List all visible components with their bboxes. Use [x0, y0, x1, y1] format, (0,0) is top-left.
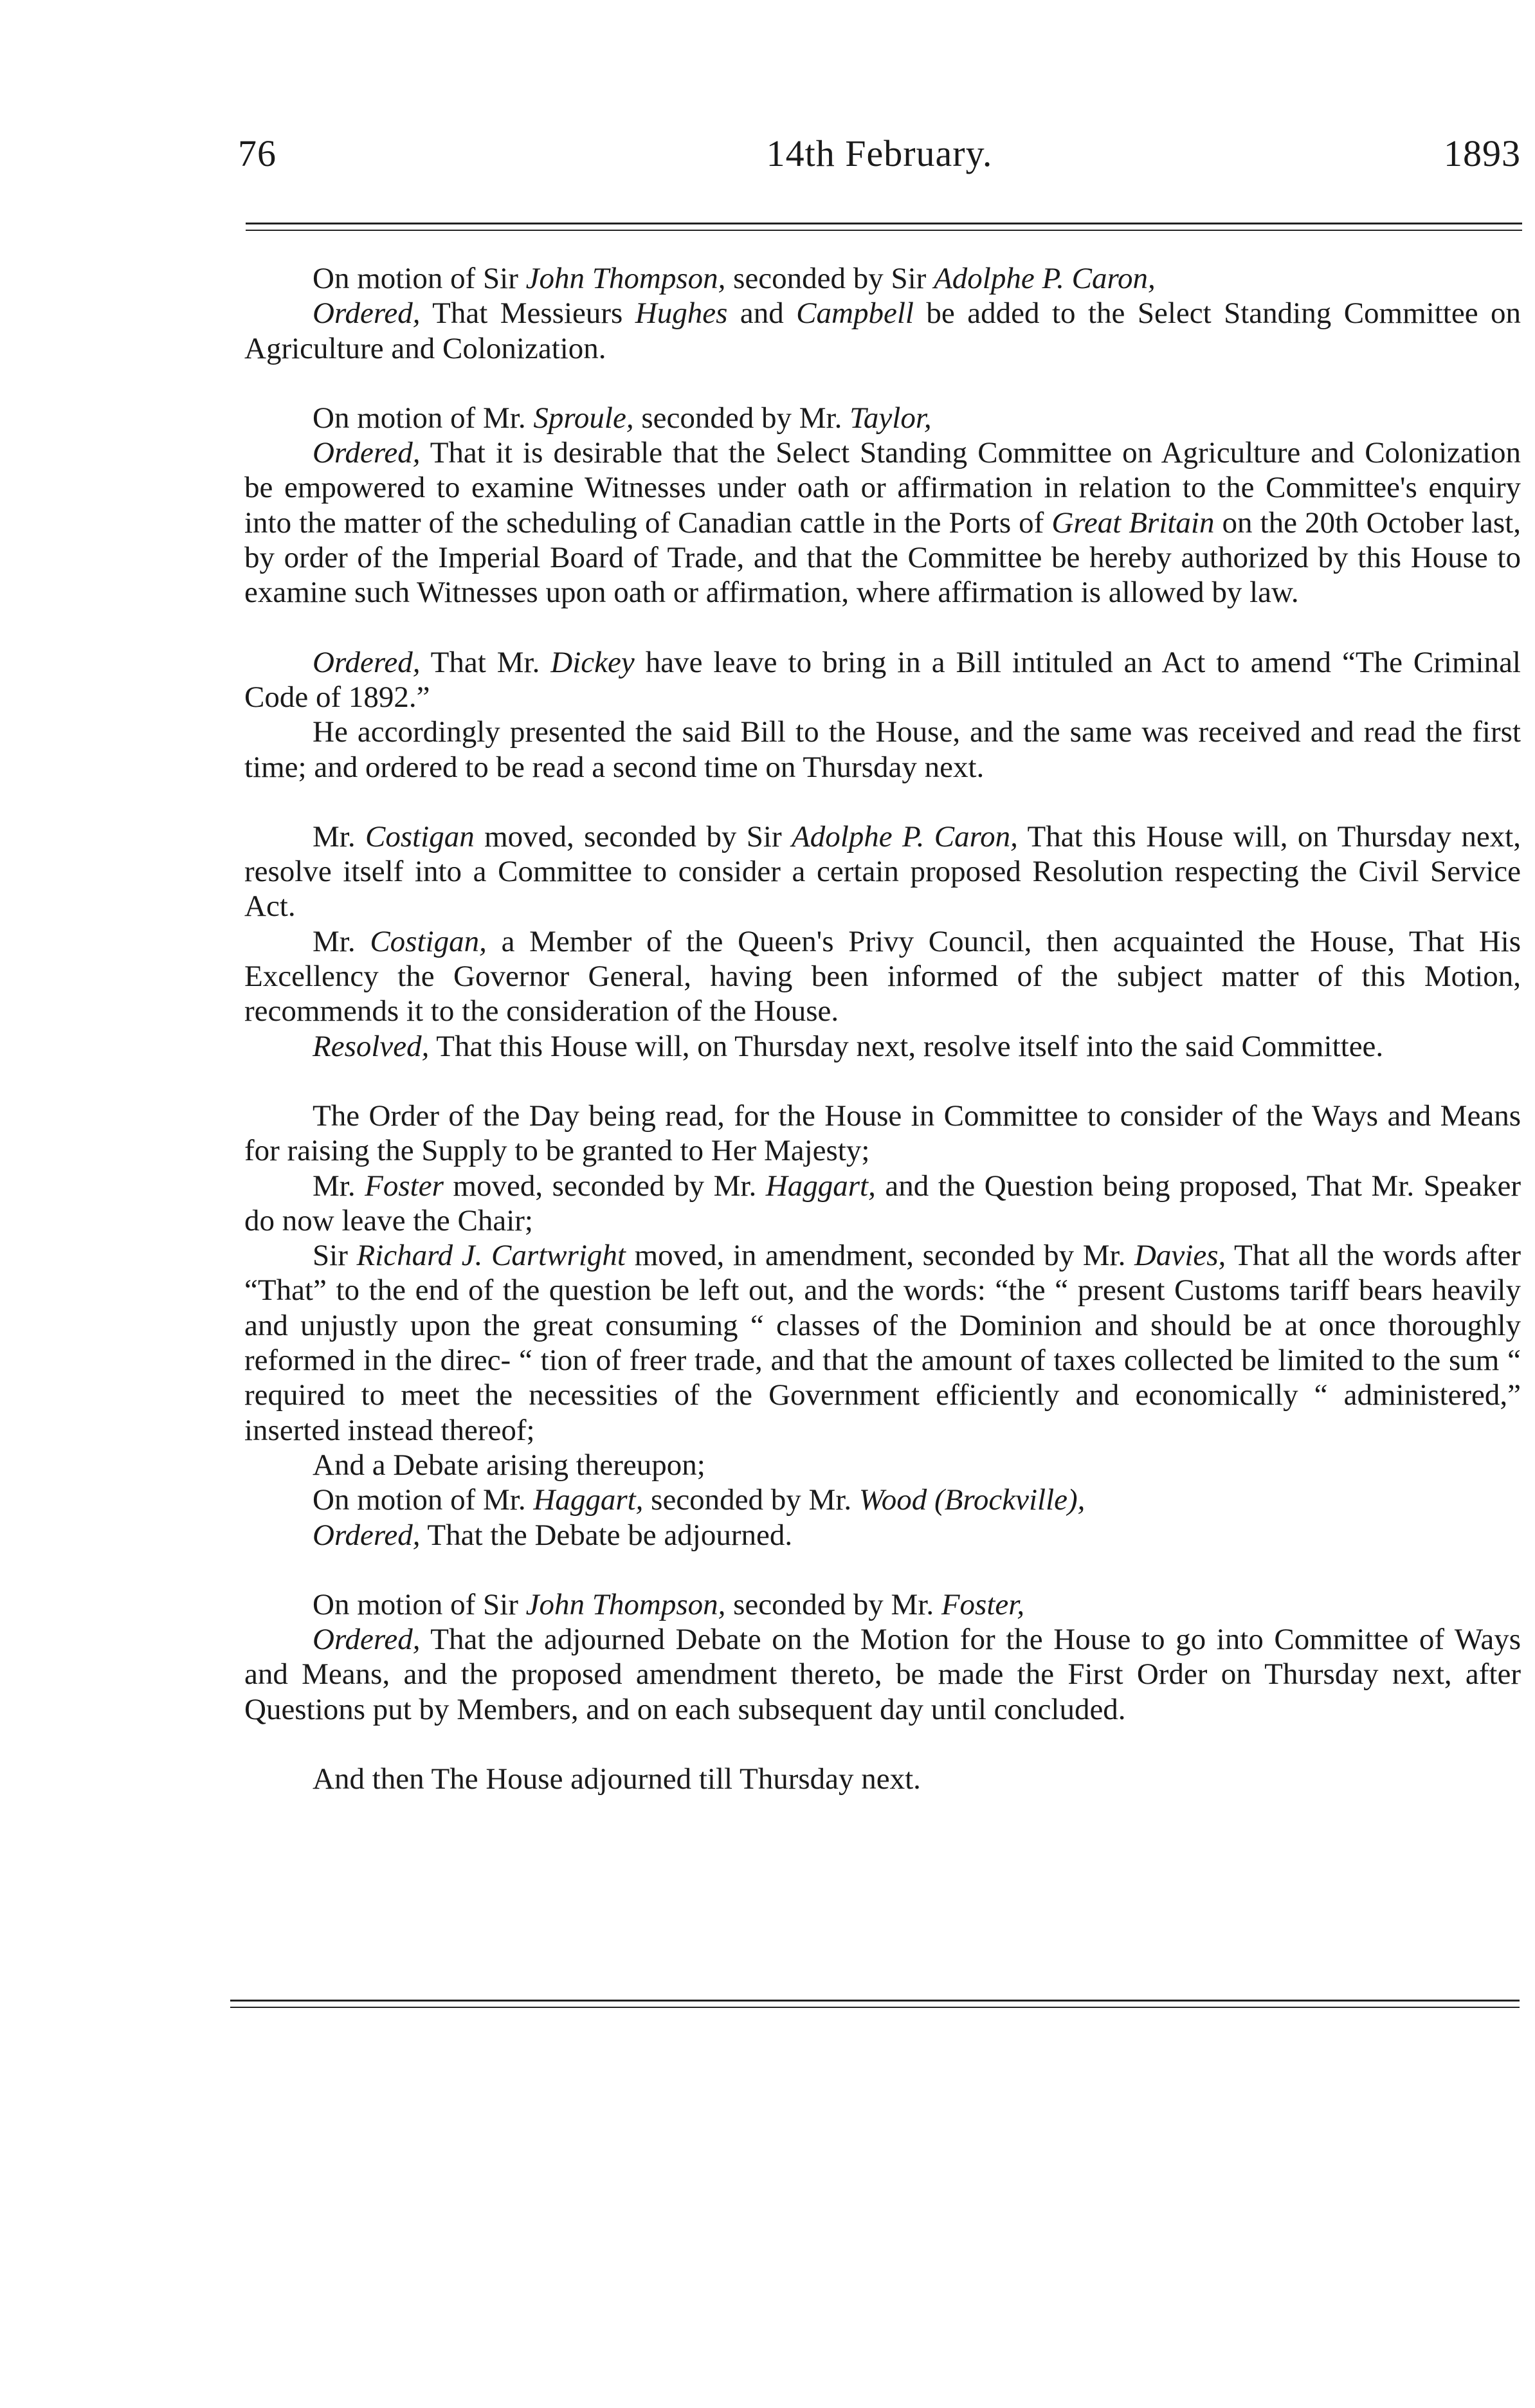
- text-run: That all the words after “That” to the end of the question be left out, and the words: “the “ present Customs tariff bears heavily and unjustly upon the great consuming “ classes of the Dominion and should be at once thoroughly reformed in the direc- “ tion of freer trade, and that the amount of taxes collected be limited to the sum “ required to meet the necessities of the Government efficiently and economically “ administered,” inserted instead thereof;: [244, 1239, 1521, 1447]
- footer-rule-top: [230, 2000, 1520, 2002]
- entry-paragraph: [244, 401, 1521, 435]
- entry-paragraph: [244, 1518, 1521, 1553]
- italic-run: Wood (Brockville),: [858, 1483, 1085, 1517]
- italic-run: Ordered,: [313, 1623, 421, 1657]
- entry-paragraph: [244, 296, 1521, 366]
- text-run: moved, seconded by Sir: [474, 819, 792, 853]
- entry-paragraph: [244, 1099, 1521, 1169]
- entry-paragraph: [244, 1762, 1521, 1796]
- text-run: seconded by Mr.: [643, 1483, 859, 1517]
- text-run: And a Debate arising thereupon;: [313, 1448, 705, 1482]
- text-run: That this House will, on Thursday next, resolve itself into the said Committee.: [429, 1029, 1384, 1063]
- text-run: On motion of Sir: [313, 262, 526, 295]
- page-date: 14th February.: [766, 132, 993, 174]
- entry-section: [244, 645, 1521, 785]
- italic-run: Haggart,: [765, 1169, 876, 1203]
- entry-paragraph: [244, 715, 1521, 785]
- journal-body: [244, 261, 1521, 1796]
- entry-paragraph: [244, 819, 1521, 924]
- italic-run: John Thompson,: [525, 262, 726, 295]
- text-run: That Messieurs: [420, 296, 635, 331]
- text-run: Mr.: [313, 924, 370, 958]
- italic-run: Sproule,: [533, 401, 634, 435]
- text-run: and the Question being proposed, That Mr. Speaker do now leave the Chair;: [244, 1169, 1521, 1237]
- entry-paragraph: [244, 261, 1521, 296]
- header-rule-top: [246, 223, 1522, 224]
- italic-run: Taylor,: [849, 401, 932, 435]
- text-run: and: [727, 296, 797, 331]
- text-run: The Order of the Day being read, for the House in Committee to consider of the Ways and Means for raising the Supply to be granted to Her Majesty;: [244, 1099, 1521, 1168]
- italic-run: Foster: [365, 1169, 444, 1203]
- text-run: be added to the Select Standing Committee on Agriculture and Colonization.: [244, 296, 1521, 365]
- text-run: On motion of Mr.: [313, 401, 534, 435]
- entry-paragraph: [244, 1448, 1521, 1482]
- italic-run: Ordered,: [313, 296, 421, 331]
- italic-run: Haggart,: [533, 1483, 644, 1517]
- footer-rule-bottom: [230, 2007, 1520, 2008]
- entry-paragraph: [244, 1587, 1521, 1622]
- italic-run: Ordered,: [313, 436, 421, 470]
- page-year: 1893: [1444, 132, 1521, 174]
- italic-run: Adolphe P. Caron,: [792, 819, 1018, 853]
- entry-section: [244, 1587, 1521, 1727]
- entry-paragraph: [244, 435, 1521, 610]
- entry-paragraph: [244, 1482, 1521, 1517]
- text-run: That the Debate be adjourned.: [420, 1518, 793, 1552]
- text-run: Mr.: [313, 1169, 365, 1203]
- text-run: have leave to bring in a Bill intituled an Act to amend “The Criminal Code of 1892.”: [244, 645, 1521, 714]
- text-run: on the 20th October last, by order of the Imperial Board of Trade, and that the Committee be hereby authorized by this House to examine such Witnesses upon oath or affirmation, where affirmation is allowed by law.: [244, 506, 1521, 610]
- text-run: He accordingly presented the said Bill to the House, and the same was received and read the first time; and ordered to be read a second time on Thursday next.: [244, 715, 1521, 784]
- entry-section: [244, 401, 1521, 610]
- text-run: seconded by Mr.: [633, 401, 850, 435]
- text-run: seconded by Sir: [725, 262, 934, 295]
- italic-run: Dickey: [550, 645, 635, 679]
- entry-paragraph: [244, 1029, 1521, 1064]
- page-header: [238, 132, 1521, 183]
- italic-run: Foster,: [941, 1587, 1025, 1621]
- text-run: That it is desirable that the Select Standing Committee on Agriculture and Colonization be empowered to examine Witnesses under oath or affirmation in relation to the Committee's enquiry into the matter of the scheduling of Canadian cattle in the Ports of: [244, 436, 1521, 540]
- text-run: That the adjourned Debate on the Motion for the House to go into Committee of Ways and Means, and the proposed amendment thereto, be made the First Order on Thursday next, after Questions put by Members, and on each subsequent day until concluded.: [244, 1623, 1521, 1726]
- page-number: 76: [238, 132, 277, 174]
- italic-run: Campbell: [796, 296, 914, 331]
- text-run: On motion of Mr.: [313, 1483, 534, 1517]
- italic-run: Great Britain: [1051, 506, 1215, 540]
- entry-section: [244, 261, 1521, 366]
- entry-paragraph: [244, 645, 1521, 715]
- italic-run: Ordered,: [313, 1518, 421, 1552]
- text-run: On motion of Sir: [313, 1587, 526, 1621]
- italic-run: Ordered,: [313, 645, 421, 679]
- text-run: And then The House adjourned till Thursday next.: [313, 1762, 921, 1796]
- header-rule-bottom: [246, 230, 1522, 231]
- text-run: a Member of the Queen's Privy Council, then acquainted the House, That His Excellency the Governor General, having been informed of the subject matter of this Motion, recommends it to the consideration of the House.: [244, 924, 1521, 1028]
- italic-run: Costigan: [365, 819, 475, 853]
- italic-run: John Thompson,: [525, 1587, 726, 1621]
- text-run: That Mr.: [420, 645, 551, 679]
- italic-run: Richard J. Cartwright: [356, 1239, 626, 1273]
- entry-section: [244, 1762, 1521, 1796]
- entry-paragraph: [244, 1169, 1521, 1239]
- entry-section: [244, 1099, 1521, 1553]
- italic-run: Davies,: [1134, 1239, 1226, 1273]
- italic-run: Hughes: [635, 296, 728, 331]
- text-run: moved, seconded by Mr.: [443, 1169, 766, 1203]
- entry-section: [244, 819, 1521, 1064]
- entry-paragraph: [244, 924, 1521, 1029]
- text-run: Sir: [313, 1239, 357, 1273]
- italic-run: Resolved,: [313, 1029, 430, 1063]
- entry-paragraph: [244, 1238, 1521, 1448]
- text-run: That this House will, on Thursday next, resolve itself into a Committee to consider a certain proposed Resolution respecting the Civil Service Act.: [244, 819, 1521, 924]
- text-run: seconded by Mr.: [725, 1587, 941, 1621]
- entry-paragraph: [244, 1622, 1521, 1727]
- italic-run: Adolphe P. Caron,: [934, 262, 1156, 295]
- italic-run: Costigan,: [370, 924, 487, 958]
- text-run: moved, in amendment, seconded by Mr.: [625, 1239, 1134, 1273]
- text-run: Mr.: [313, 819, 365, 853]
